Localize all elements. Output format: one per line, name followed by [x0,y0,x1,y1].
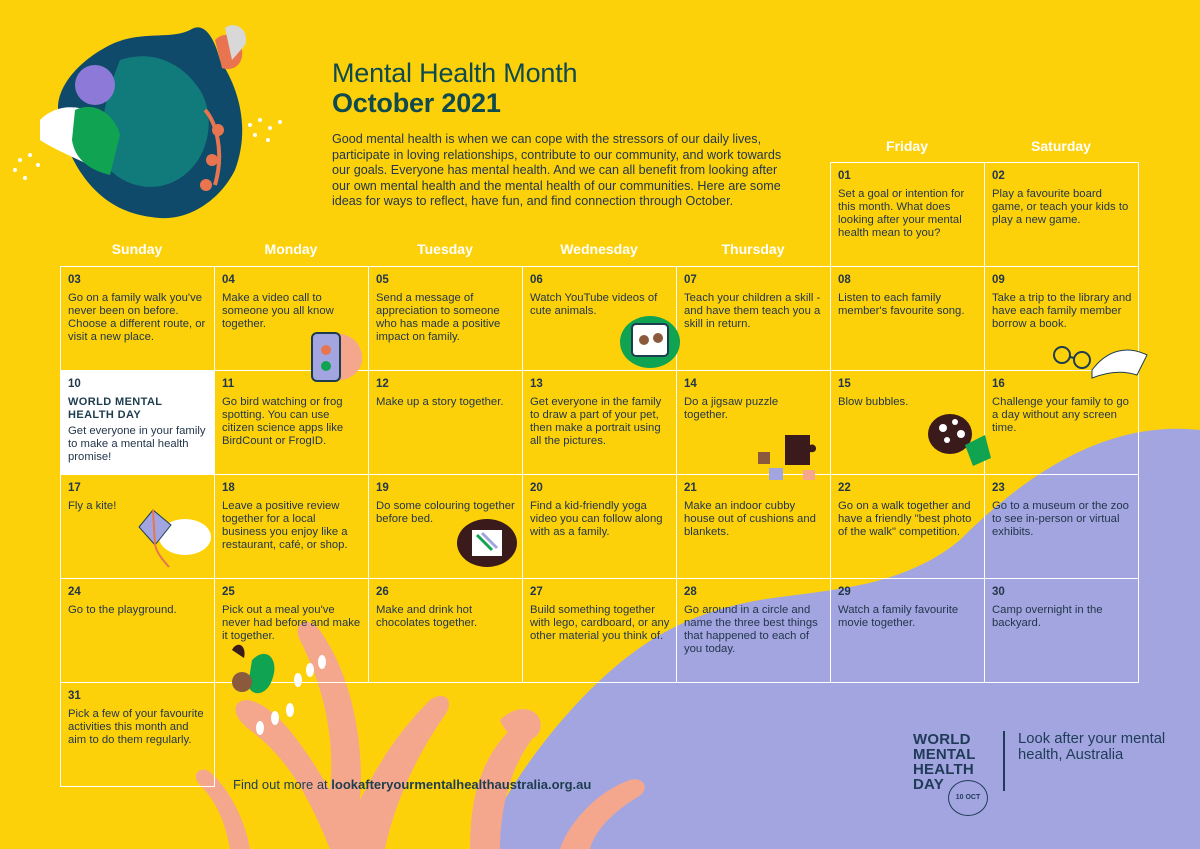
tablet-animals-icon [612,312,682,372]
day-number: 04 [222,274,235,286]
day-cell-world-mental-health-day [60,370,215,475]
bubbles-icon [925,410,995,470]
vegetables-icon [222,630,282,700]
book-glasses-icon [1052,330,1152,380]
day-number: 03 [68,274,81,286]
day-text: Watch a family favourite movie together. [838,604,959,629]
day-number: 17 [68,482,81,494]
day-number: 13 [530,378,543,390]
colouring-icon [452,515,522,570]
day-cell [984,578,1139,683]
day-cell [830,162,985,267]
day-text: Send a message of appreciation to someone who has made a positive impact on family. [376,292,501,343]
day-number: 20 [530,482,543,494]
day-text: Build something together with lego, cardboard, or any other material you think of. [530,604,670,642]
day-cell [60,266,215,371]
day-number: 09 [992,274,1005,286]
day-number: 02 [992,170,1005,182]
day-text: Make an indoor cubby house out of cushions and blankets. [684,500,816,538]
logo-line: WORLD [913,731,971,748]
day-cell [676,474,831,579]
australia-illustration [40,25,246,218]
day-number: 14 [684,378,697,390]
day-number: 07 [684,274,697,286]
logo-tagline: Look after your mental health, Australia [1018,731,1166,763]
day-text: Get everyone in your family to make a mental health promise! [68,425,206,463]
day-number: 01 [838,170,851,182]
logo-line: MENTAL [913,746,976,763]
logo-line: DAY [913,776,944,793]
day-text: Take a trip to the library and have each family member borrow a book. [992,292,1132,330]
day-number: 19 [376,482,389,494]
footer-url-link[interactable]: lookafteryourmentalhealthaustralia.org.au [331,777,592,792]
logo-date-badge: 10 OCT [948,780,988,816]
day-number: 15 [838,378,851,390]
day-text: Make and drink hot chocolates together. [376,604,478,629]
day-text: Make a video call to someone you all know together. [222,292,334,330]
day-text: Teach your children a skill - and have them teach you a skill in return. [684,292,821,330]
kite-icon [133,505,213,570]
day-number: 26 [376,586,389,598]
day-text: Pick out a meal you've never had before and make it together. [222,604,361,642]
day-number: 21 [684,482,697,494]
day-cell [830,266,985,371]
day-cell [214,474,369,579]
day-text: Blow bubbles. [838,396,909,408]
day-text: Go to the playground. [68,604,177,616]
day-cell [984,370,1139,475]
day-text: Go to a museum or the zoo to see in-person or virtual exhibits. [992,500,1129,538]
logo-line: HEALTH [913,761,974,778]
logo-divider [1003,731,1005,791]
day-cell [676,578,831,683]
day-text: Leave a positive review together for a local business you enjoy like a restaurant, café, or shop. [222,500,348,551]
day-number: 10 [68,378,81,390]
day-cell [830,578,985,683]
day-cell [830,474,985,579]
weekday-thursday: Thursday [721,241,785,257]
day-text: Fly a kite! [68,500,117,512]
day-number: 08 [838,274,851,286]
footer-prefix: Find out more at [233,777,332,792]
day-cell [522,474,677,579]
day-cell [368,578,523,683]
footer-link-text [233,777,591,792]
day-cell [368,370,523,475]
weekday-friday: Friday [885,138,928,154]
day-number: 06 [530,274,543,286]
weekday-wednesday: Wednesday [560,241,638,257]
day-number: 31 [68,690,81,702]
day-number: 30 [992,586,1005,598]
day-cell [522,370,677,475]
weekday-sunday: Sunday [111,241,163,257]
day-text: Find a kid-friendly yoga video you can follow along with as a family. [530,500,663,538]
phone-call-icon [300,330,370,385]
day-number: 05 [376,274,389,286]
weekday-tuesday: Tuesday [417,241,473,257]
day-cell [368,266,523,371]
day-cell [60,682,215,787]
day-cell [522,578,677,683]
day-text: Challenge your family to go a day without any screen time. [992,396,1129,434]
day-text: Do some colouring together before bed. [376,500,515,525]
weekday-saturday: Saturday [1031,138,1091,154]
weekday-monday: Monday [264,241,318,257]
jigsaw-puzzle-icon [755,430,825,485]
day-cell [214,370,369,475]
day-text: Set a goal or intention for this month. What does looking after your mental health mean to you? [838,188,965,239]
day-text: Go around in a circle and name the three best things that happened to each of you today. [684,604,818,655]
day-text: Listen to each family member's favourite song. [838,292,965,317]
day-number: 29 [838,586,851,598]
day-text: Go on a walk together and have a friendly "best photo of the walk" competition. [838,500,972,538]
page-title: Mental Health Month [332,58,578,88]
day-number: 22 [838,482,851,494]
special-day-label: WORLD MENTAL HEALTH DAY [68,396,163,421]
day-cell [676,266,831,371]
day-text: Camp overnight in the backyard. [992,604,1103,629]
day-text: Go on a family walk you've never been on before. Choose a different route, or visit a new place. [68,292,206,343]
day-text: Pick a few of your favourite activities this month and aim to do them regularly. [68,708,204,746]
day-text: Play a favourite board game, or teach your kids to play a new game. [992,188,1129,226]
day-number: 25 [222,586,235,598]
day-number: 24 [68,586,81,598]
day-number: 27 [530,586,543,598]
day-number: 28 [684,586,697,598]
day-text: Make up a story together. [376,396,504,408]
day-cell [984,162,1139,267]
day-number: 18 [222,482,235,494]
day-number: 11 [222,378,235,390]
day-number: 12 [376,378,389,390]
day-cell [984,474,1139,579]
day-text: Watch YouTube videos of cute animals. [530,292,658,317]
day-text: Get everyone in the family to draw a part of your pet, then make a portrait using all the pictures. [530,396,662,447]
day-text: Do a jigsaw puzzle together. [684,396,779,421]
intro-text: Good mental health is when we can cope with the stressors of our daily lives, participate in loving relationships, contribute to our community, and work towards our goals. Everyone has mental health. And we can all benefit from looking after our own mental health and the mental health of our communities. Here are some ideas for ways to reflect, have fun, and find connection through October. [332,132,782,209]
page-subtitle: October 2021 [332,88,501,118]
day-number: 16 [992,378,1005,390]
day-number: 23 [992,482,1005,494]
day-cell [60,578,215,683]
day-text: Go bird watching or frog spotting. You can use citizen science apps like BirdCount or FrogID. [222,396,344,447]
